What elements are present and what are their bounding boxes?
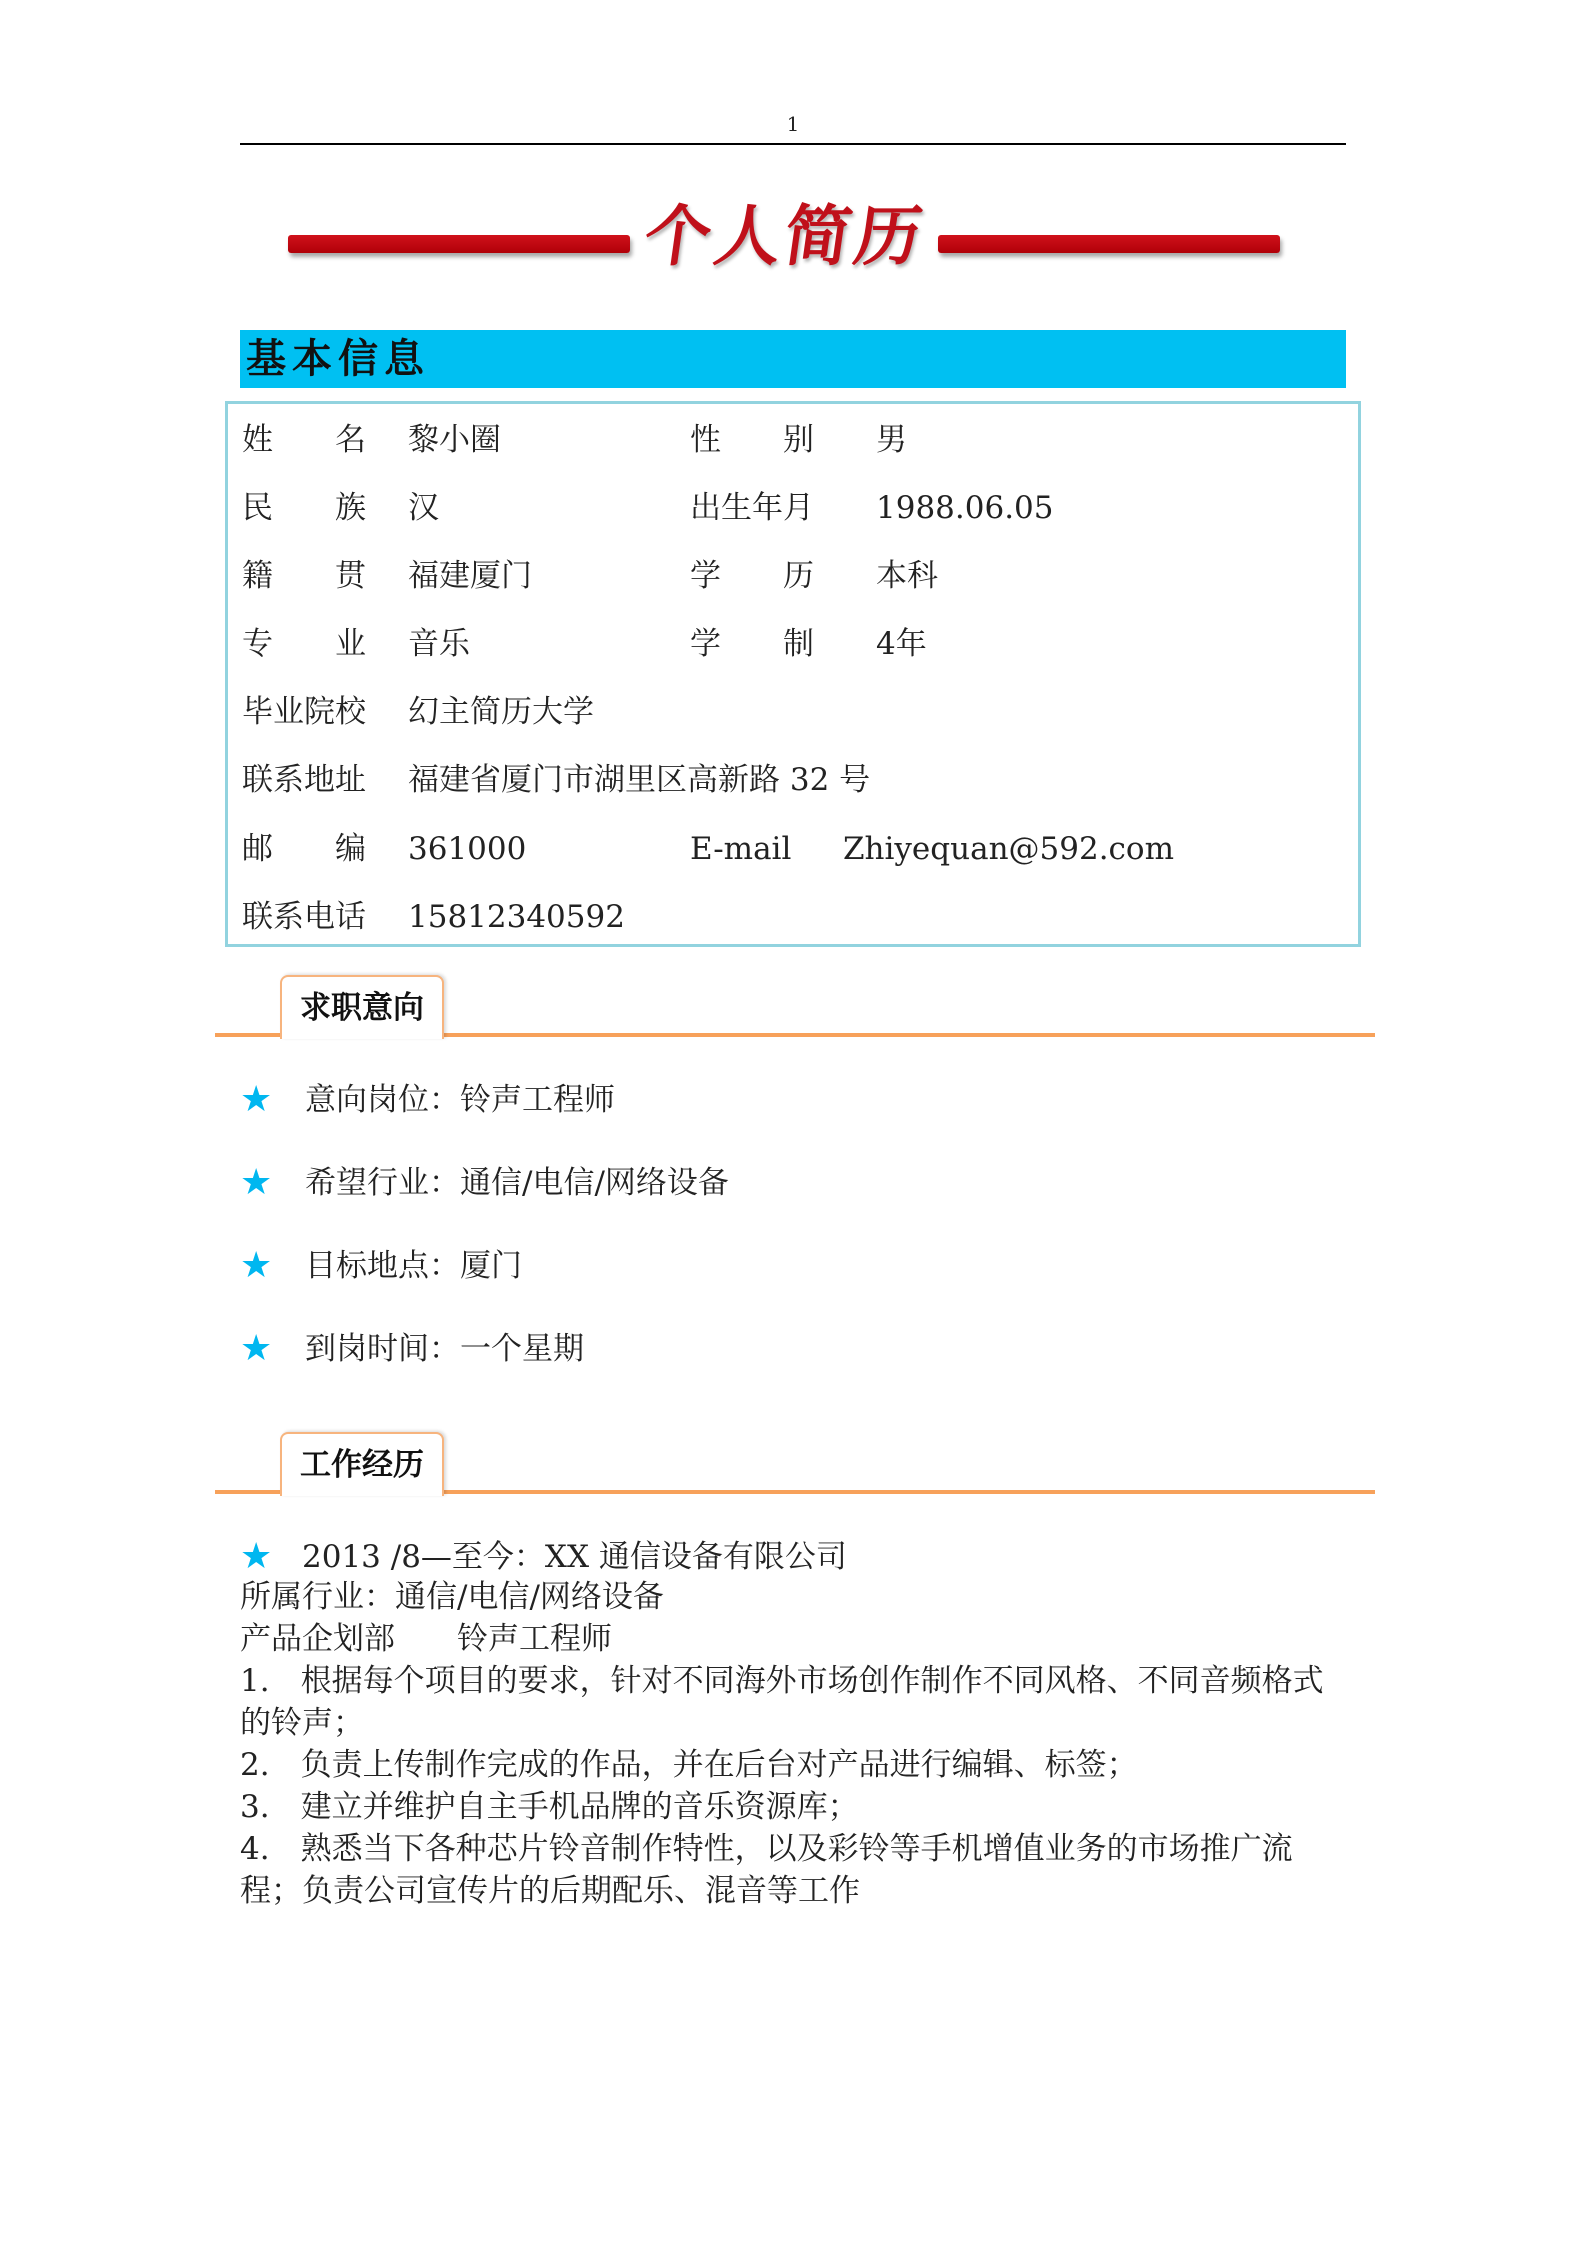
work-duty: 1. 根据每个项目的要求，针对不同海外市场创作制作不同风格、不同音频格式的铃声； [240, 1663, 1324, 1741]
school-label: 毕业院校 [242, 694, 366, 730]
page-title: 个人简历 [639, 198, 931, 275]
header-divider [240, 143, 1346, 145]
gender-label: 性 别 [690, 422, 814, 458]
work-experience-tab [280, 1432, 444, 1496]
hometown-value: 福建厦门 [408, 558, 532, 594]
work-duty: 3. 建立并维护自主手机品牌的音乐资源库； [240, 1789, 859, 1825]
basic-info-title: 基本信息 [246, 336, 430, 382]
job-intention-item: 到岗时间：一个星期 [305, 1331, 584, 1367]
address-value: 福建省厦门市湖里区高新路 32 号 [408, 762, 871, 798]
job-intention-title: 求职意向 [300, 990, 424, 1026]
email-value: Zhiyequan@592.com [843, 831, 1174, 867]
work-entry-title: 2013 /8—至今：XX 通信设备有限公司 [302, 1539, 847, 1575]
birthdate-label: 出生年月 [690, 490, 814, 526]
name-value: 黎小圈 [408, 422, 501, 458]
work-details [240, 1576, 1346, 1912]
basic-info-header [240, 330, 1346, 388]
gender-value: 男 [876, 422, 907, 458]
work-duty: 2. 负责上传制作完成的作品，并在后台对产品进行编辑、标签； [240, 1747, 1138, 1783]
address-label: 联系地址 [242, 762, 366, 798]
major-value: 音乐 [408, 626, 470, 662]
birthdate-value: 1988.06.05 [876, 490, 1054, 526]
ethnicity-label: 民 族 [242, 490, 366, 526]
major-label: 专 业 [242, 626, 366, 662]
phone-value: 15812340592 [408, 899, 625, 935]
star-icon: ★ [240, 1245, 273, 1286]
education-value: 本科 [876, 558, 938, 594]
title-bar-left [288, 235, 630, 253]
job-intention-item: 希望行业：通信/电信/网络设备 [305, 1165, 729, 1201]
job-intention-tab [280, 975, 444, 1039]
star-icon: ★ [240, 1162, 273, 1203]
phone-label: 联系电话 [242, 899, 366, 935]
name-label: 姓 名 [242, 422, 366, 458]
hometown-label: 籍 贯 [242, 558, 366, 594]
job-intention-item: 意向岗位：铃声工程师 [305, 1082, 615, 1118]
star-icon: ★ [240, 1536, 273, 1577]
work-department: 产品企划部 铃声工程师 [240, 1621, 612, 1657]
ethnicity-value: 汉 [408, 490, 439, 526]
zip-label: 邮 编 [242, 831, 366, 867]
school-value: 幻主简历大学 [408, 694, 594, 730]
duration-label: 学 制 [690, 626, 814, 662]
education-label: 学 历 [690, 558, 814, 594]
work-duty: 4. 熟悉当下各种芯片铃音制作特性，以及彩铃等手机增值业务的市场推广流程；负责公司宣传片的后期配乐、混音等工作 [240, 1831, 1293, 1909]
work-experience-title: 工作经历 [300, 1447, 424, 1483]
basic-info-box [225, 401, 1361, 947]
title-bar-right [938, 235, 1280, 253]
work-industry: 所属行业：通信/电信/网络设备 [240, 1579, 664, 1615]
star-icon: ★ [240, 1079, 273, 1120]
email-label: E-mail [690, 831, 792, 867]
page-number: 1 [786, 112, 800, 136]
star-icon: ★ [240, 1328, 273, 1369]
job-intention-item: 目标地点：厦门 [305, 1248, 522, 1284]
zip-value: 361000 [408, 831, 527, 867]
duration-value: 4年 [876, 626, 927, 662]
